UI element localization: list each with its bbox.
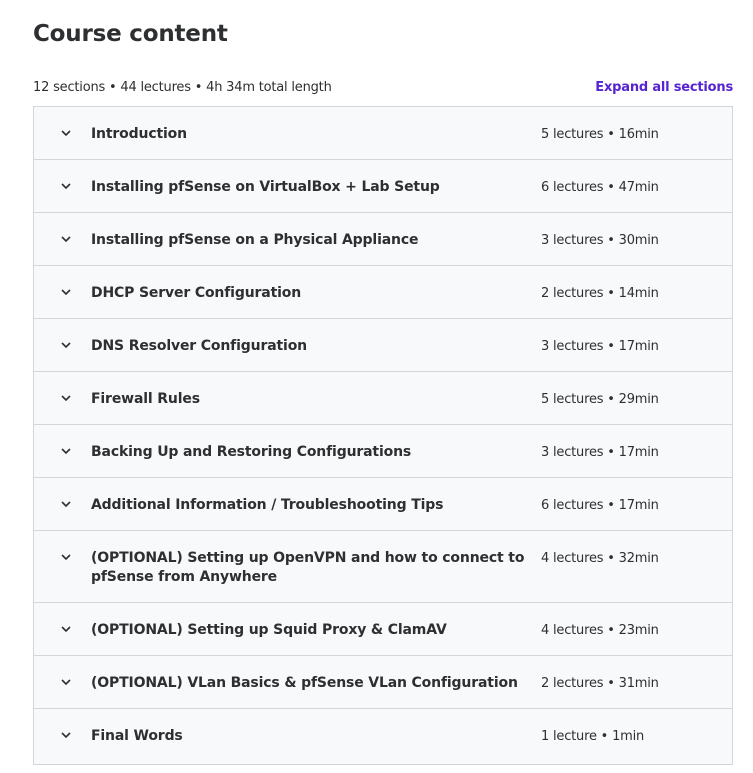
section-header[interactable] [34,709,732,764]
page-title: Course content [33,21,228,47]
chevron-down-icon [60,551,72,563]
chevron-down-icon [60,445,72,457]
summary-row [33,78,733,96]
expand-all-sections-button[interactable]: Expand all sections [595,79,733,95]
section-header[interactable] [34,656,732,709]
chevron-down-icon [60,233,72,245]
chevron-down-icon [60,676,72,688]
section-meta: 4 lectures • 23min [541,623,659,638]
chevron-down-icon [60,392,72,404]
section-meta: 5 lectures • 29min [541,392,659,407]
section-meta: 4 lectures • 32min [541,551,659,566]
section-title: (OPTIONAL) Setting up OpenVPN and how to connect to pfSense from Anywhere [91,550,525,585]
chevron-down-icon [60,729,72,741]
section-title: Introduction [91,126,187,142]
section-meta: 3 lectures • 17min [541,445,659,460]
chevron-down-icon [60,623,72,635]
section-title: Installing pfSense on a Physical Appliance [91,232,419,248]
chevron-down-icon [60,498,72,510]
section-title: (OPTIONAL) VLan Basics & pfSense VLan Configuration [91,675,518,691]
chevron-down-icon [60,286,72,298]
section-header[interactable] [34,107,732,160]
section-title: DNS Resolver Configuration [91,338,307,354]
section-meta: 5 lectures • 16min [541,127,659,142]
section-meta: 3 lectures • 17min [541,339,659,354]
section-title: Installing pfSense on VirtualBox + Lab Setup [91,179,440,195]
section-title: Firewall Rules [91,391,200,407]
section-header[interactable] [34,478,732,531]
chevron-down-icon [60,339,72,351]
section-meta: 6 lectures • 17min [541,498,659,513]
section-title: Final Words [91,728,183,744]
section-header[interactable] [34,213,732,266]
section-title: (OPTIONAL) Setting up Squid Proxy & ClamAV [91,622,447,638]
course-summary: 12 sections • 44 lectures • 4h 34m total length [33,79,332,95]
section-meta: 2 lectures • 31min [541,676,659,691]
section-meta: 3 lectures • 30min [541,233,659,248]
section-title: Backing Up and Restoring Configurations [91,444,412,460]
section-header[interactable] [34,319,732,372]
section-list [33,106,733,765]
section-header[interactable] [34,603,732,656]
chevron-down-icon [60,180,72,192]
section-meta: 2 lectures • 14min [541,286,659,301]
section-header[interactable] [34,372,732,425]
chevron-down-icon [60,127,72,139]
section-header[interactable] [34,266,732,319]
section-header[interactable] [34,531,732,603]
section-meta: 6 lectures • 47min [541,180,659,195]
section-header[interactable] [34,425,732,478]
section-header[interactable] [34,160,732,213]
section-title: Additional Information / Troubleshooting Tips [91,497,444,513]
section-title: DHCP Server Configuration [91,285,302,301]
section-meta: 1 lecture • 1min [541,729,645,744]
